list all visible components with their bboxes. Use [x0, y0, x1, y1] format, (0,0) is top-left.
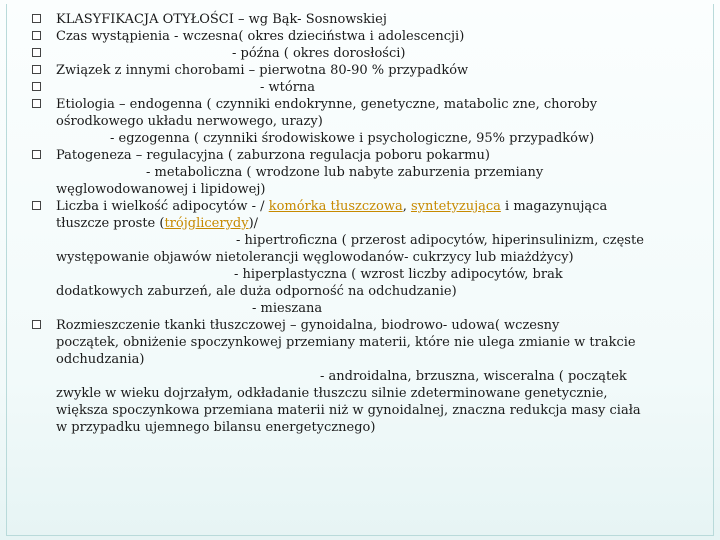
line-text: węglowodowanowej i lipidowej): [56, 182, 266, 197]
list-item-continuation: [32, 165, 672, 182]
slide-body: [32, 12, 672, 437]
list-item-continuation: [32, 301, 672, 318]
list-item-continuation: [32, 386, 672, 403]
line-text: - metaboliczna ( wrodzone lub nabyte zaburzenia przemiany: [146, 165, 544, 180]
list-item-continuation: [32, 403, 672, 420]
line-text: Liczba i wielkość adipocytów - / komórka tłuszczowa, syntetyzująca i magazynująca: [56, 199, 608, 214]
list-item: [32, 63, 672, 80]
list-item-continuation: [32, 182, 672, 199]
bullet-icon: [32, 31, 41, 40]
line-text: - egzogenna ( czynniki środowiskowe i psychologiczne, 95% przypadków): [110, 131, 595, 146]
bullet-icon: [32, 14, 41, 23]
line-text: Rozmieszczenie tkanki tłuszczowej – gynoidalna, biodrowo- udowa( wczesny: [56, 318, 560, 333]
link-syntetyzujaca[interactable]: syntetyzująca: [410, 199, 501, 214]
list-item: [32, 46, 672, 63]
line-text: Patogeneza – regulacyjna ( zaburzona regulacja poboru pokarmu): [56, 148, 490, 163]
line-text: Etiologia – endogenna ( czynniki endokrynne, genetyczne, matabolic zne, choroby: [56, 97, 598, 112]
bullet-icon: [32, 150, 41, 159]
line-text: - hiperplastyczna ( wzrost liczby adipocytów, brak: [234, 267, 563, 282]
line-text: KLASYFIKACJA OTYŁOŚCI – wg Bąk- Sosnowskiej: [56, 12, 387, 27]
line-text: - mieszana: [252, 301, 323, 316]
link-komorka-tluszczowa[interactable]: komórka tłuszczowa: [268, 199, 403, 214]
list-item-continuation: [32, 352, 672, 369]
list-item: [32, 29, 672, 46]
list-item: [32, 199, 672, 216]
list-item-continuation: [32, 267, 672, 284]
line-text: Związek z innymi chorobami – pierwotna 80-90 % przypadków: [56, 63, 469, 78]
list-item-continuation: [32, 284, 672, 301]
list-item-continuation: [32, 131, 672, 148]
line-text: Czas wystąpienia - wczesna( okres dzieciństwa i adolescencji): [56, 29, 465, 44]
line-text: - późna ( okres dorosłości): [232, 46, 406, 61]
list-item-continuation: [32, 114, 672, 131]
list-item-continuation: [32, 335, 672, 352]
list-item-continuation: [32, 216, 672, 233]
line-text: - hipertroficzna ( przerost adipocytów, hiperinsulinizm, częste: [236, 233, 644, 248]
line-text: występowanie objawów nietolerancji węglowodanów- cukrzycy lub miażdżycy): [56, 250, 574, 265]
list-item-continuation: [32, 250, 672, 267]
list-item: [32, 80, 672, 97]
list-item: [32, 97, 672, 114]
line-text: dodatkowych zaburzeń, ale duża odporność na odchudzanie): [56, 284, 457, 299]
bullet-icon: [32, 99, 41, 108]
bullet-icon: [32, 82, 41, 91]
bullet-icon: [32, 48, 41, 57]
bullet-icon: [32, 201, 41, 210]
line-text: zwykle w wieku dojrzałym, odkładanie tłuszczu silnie zdeterminowane genetycznie,: [56, 386, 608, 401]
list-item-continuation: [32, 369, 672, 386]
list-item-continuation: [32, 420, 672, 437]
link-trojglicerydy[interactable]: trójglicerydy: [164, 216, 249, 231]
list-item-continuation: [32, 233, 672, 250]
list-item: [32, 12, 672, 29]
line-text: w przypadku ujemnego bilansu energetycznego): [56, 420, 376, 435]
line-text: ośrodkowego układu nerwowego, urazy): [56, 114, 323, 129]
line-text: tłuszcze proste (trójglicerydy)/: [56, 216, 259, 231]
line-text: - androidalna, brzuszna, wisceralna ( początek: [320, 369, 627, 384]
line-text: odchudzania): [56, 352, 145, 367]
line-text: początek, obniżenie spoczynkowej przemiany materii, które nie ulega zmianie w trakcie: [56, 335, 636, 350]
line-text: - wtórna: [260, 80, 316, 95]
bullet-icon: [32, 65, 41, 74]
list-item: [32, 318, 672, 335]
line-text: większa spoczynkowa przemiana materii niż w gynoidalnej, znaczna redukcja masy ciała: [56, 403, 641, 418]
list-item: [32, 148, 672, 165]
bullet-icon: [32, 320, 41, 329]
